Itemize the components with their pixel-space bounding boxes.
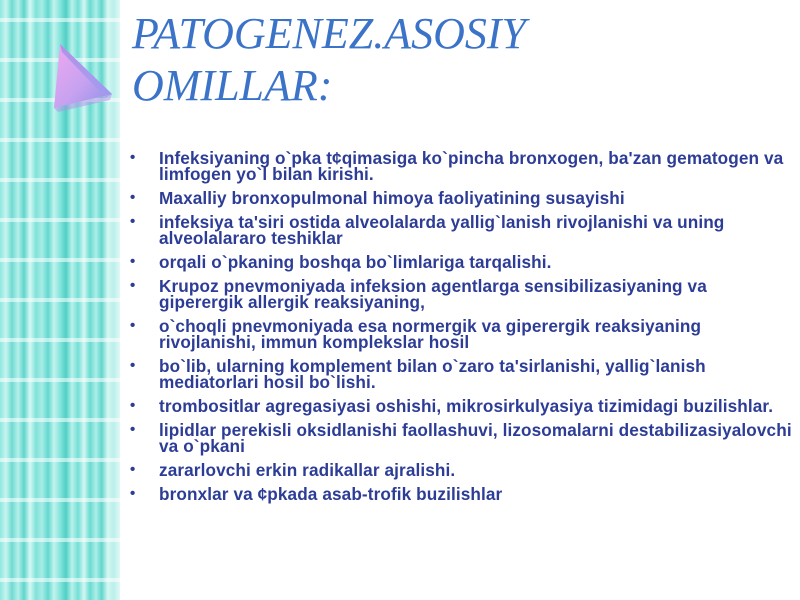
list-item-text: infeksiya ta'siri ostida alveolalarda yallig`lanish rivojlanishi va uning alveolalararo teshiklar [159,212,725,248]
list-item [130,214,795,246]
bullet-icon: • [130,485,136,502]
list-item-text: orqali o`pkaning boshqa bo`limlariga tarqalishi. [159,252,552,272]
list-item [130,358,795,390]
triangle-arrow-icon [50,40,115,112]
list-item-text: zararlovchi erkin radikallar ajralishi. [159,460,456,480]
list-item-text: lipidlar perekisli oksidlanishi faollashuvi, lizosomalarni destabilizasiyalovchi va o`pkani [159,420,792,456]
bullet-icon: • [130,421,136,438]
list-item-text: trombositlar agregasiyasi oshishi, mikrosirkulyasiya tizimidagi buzilishlar. [159,396,774,416]
slide-title [132,8,752,112]
list-item [130,190,795,206]
list-item [130,318,795,350]
bullet-icon: • [130,461,136,478]
list-item-text: o`choqli pnevmoniyada esa normergik va giperergik reaksiyaning rivojlanishi, immun komplekslar hosil [159,316,702,352]
list-item-text: Infeksiyaning o`pka t¢qimasiga ko`pincha bronxogen, ba'zan gematogen va limfogen yo`l bilan kirishi. [159,148,784,184]
list-item-text: bo`lib, ularning komplement bilan o`zaro ta'sirlanishi, yallig`lanish mediatorlari hosil bo`lishi. [159,356,706,392]
bullet-icon: • [130,253,136,270]
list-item-text: bronxlar va ¢pkada asab-trofik buzilishlar [159,484,503,504]
bullet-icon: • [130,277,136,294]
list-item [130,150,795,182]
bullet-icon: • [130,397,136,414]
list-item-text: Maxalliy bronxopulmonal himoya faoliyatining susayishi [159,188,625,208]
bullet-icon: • [130,357,136,374]
title-line-2: OMILLAR: [132,61,333,110]
list-item [130,254,795,270]
bullet-icon: • [130,189,136,206]
list-item [130,486,795,502]
bullet-icon: • [130,149,136,166]
title-line-1: PATOGENEZ.ASOSIY [132,9,527,58]
bullet-icon: • [130,213,136,230]
list-item-text: Krupoz pnevmoniyada infeksion agentlarga sensibilizasiyaning va giperergik allergik reaksiyaning, [159,276,707,312]
list-item [130,398,795,414]
list-item [130,422,795,454]
list-item [130,462,795,478]
bullet-icon: • [130,317,136,334]
list-item [130,278,795,310]
bullet-list [130,150,795,510]
